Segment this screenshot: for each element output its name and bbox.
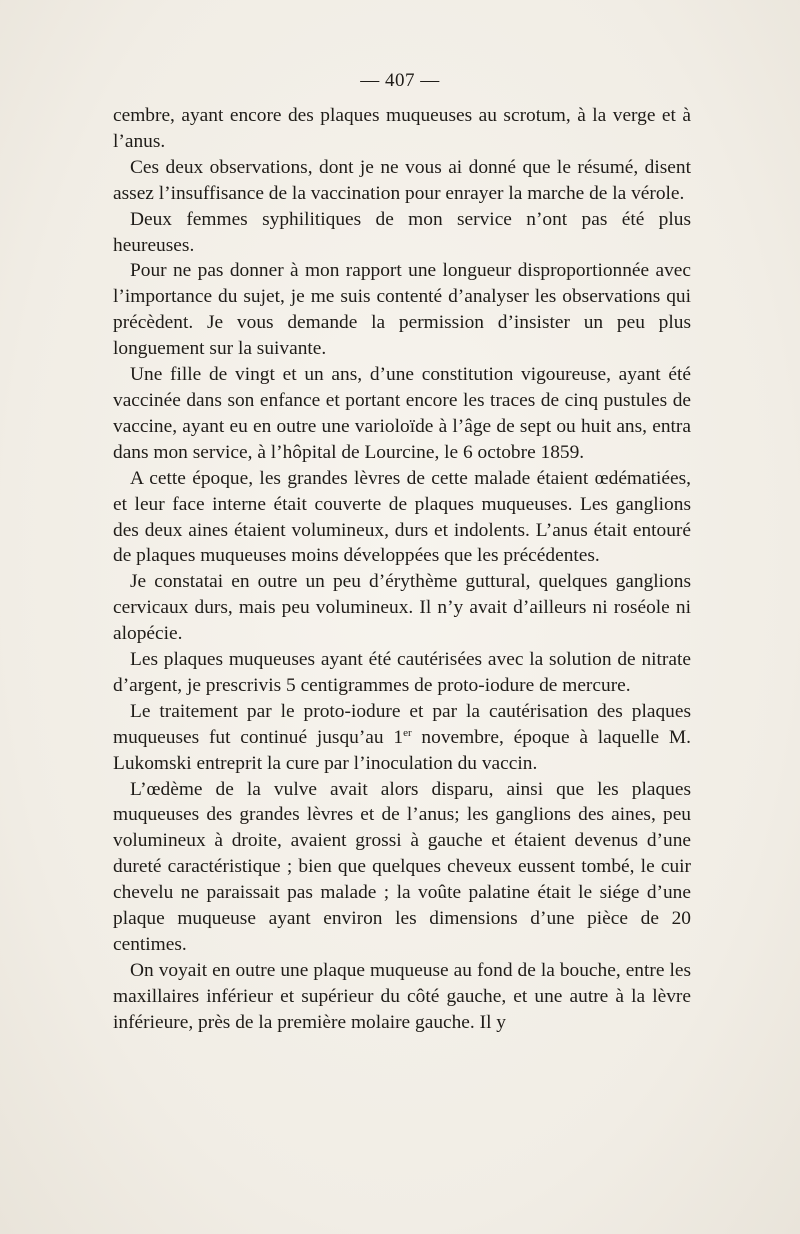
paragraph-report-length: Pour ne pas donner à mon rapport une longueur disproportionnée avec l’importance du sujet, je me suis contenté d’analyser les observations qui précèdent. Je vous demande la permission d’insister un peu plus longuement sur la suivante. (113, 260, 691, 360)
paragraph-oedema: L’œdème de la vulve avait alors disparu, ainsi que les plaques muqueuses des grandes lèvres et de l’anus; les ganglions des aines, peu volumineux à droite, avaient grossi à gauche et étaient devenus d’une dureté caractéristique ; bien que quelques cheveux eussent tombé, le cuir chevelu ne paraissait pas malade ; la voûte palatine était le siége d’une plaque muqueuse ayant environ les dimensions d’une pièce de 20 centimes. (113, 778, 691, 955)
paragraph-examination: A cette époque, les grandes lèvres de cette malade étaient œdématiées, et leur face interne était couverte de plaques muqueuses. Les ganglions des deux aines étaient volumineux, durs et indolents. L’anus était entouré de plaques muqueuses moins développées que les précédentes. (113, 467, 691, 567)
ordinal-superscript: er (403, 726, 412, 739)
treatment-text-after: novembre, époque à laquelle M. Lukomski entreprit la cure par l’inoculation du vaccin. (113, 726, 692, 774)
page-number: — 407 — (360, 70, 440, 91)
paragraph-cauterization: Les plaques muqueuses ayant été cautérisées avec la solution de nitrate d’argent, je prescrivis 5 centigrammes de proto-iodure de mercure. (113, 649, 691, 696)
paragraph-erythema: Je constatai en outre un peu d’érythème guttural, quelques ganglions cervicaux durs, mais peu volumineux. Il n’y avait d’ailleurs ni roséole ni alopécie. (113, 571, 691, 645)
paragraph-treatment (113, 699, 691, 777)
paragraph-observations: Ces deux observations, dont je ne vous ai donné que le résumé, disent assez l’insuffisance de la vaccination pour enrayer la marche de la vérole. (113, 156, 691, 204)
paragraph-mouth-plaque: On voyait en outre une plaque muqueuse au fond de la bouche, entre les maxillaires inférieur et supérieur du côté gauche, et une autre à la lèvre inférieure, près de la première molaire gauche. Il y (113, 959, 691, 1033)
treatment-text-before: Le traitement par le proto-iodure et par la cautérisation des plaques muqueuses fut continué jusqu’au 1 (113, 700, 691, 748)
body-text (113, 103, 691, 1036)
paragraph-two-women: Deux femmes syphilitiques de mon service n’ont pas été plus heureuses. (113, 208, 691, 256)
paragraph-continuation: cembre, ayant encore des plaques muqueuses au scrotum, à la verge et à l’anus. (113, 105, 691, 152)
paragraph-patient-history: Une fille de vingt et un ans, d’une constitution vigoureuse, ayant été vaccinée dans son enfance et portant encore les traces de cinq pustules de vaccine, ayant eu en outre une varioloïde à l’âge de sept ou huit ans, entra dans mon service, à l’hôpital de Lourcine, le 6 octobre 1859. (113, 364, 691, 463)
